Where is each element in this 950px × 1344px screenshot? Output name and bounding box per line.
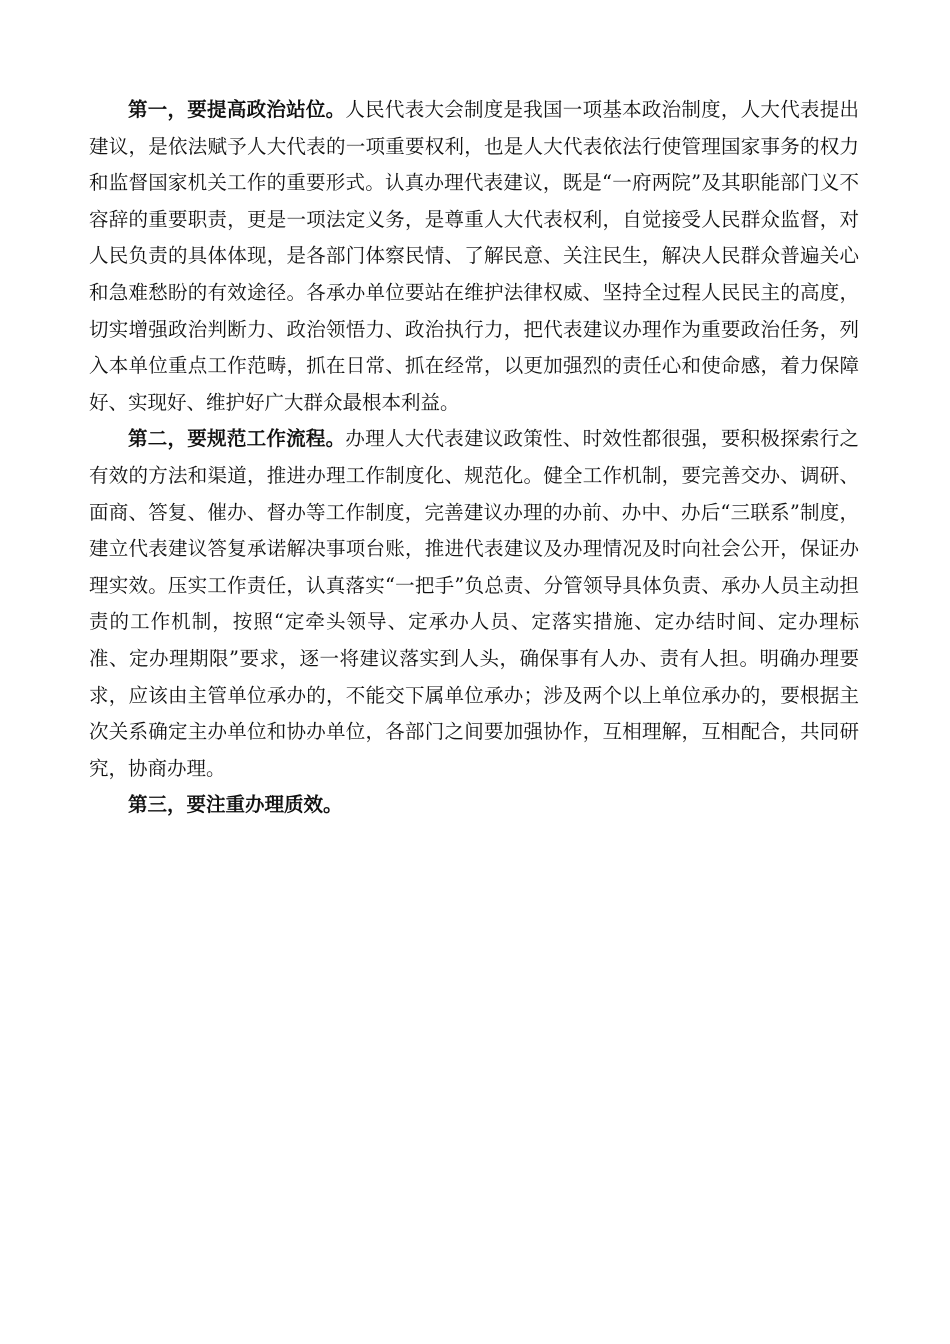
document-page [89,92,859,824]
paragraph-1-body: 人民代表大会制度是我国一项基本政治制度，人大代表提出建议，是依法赋予人大代表的一项重要权利，也是人大代表依法行使管理国家事务的权力和监督国家机关工作的重要形式。认真办理代表建议，既是“一府两院”及其职能部门义不容辞的重要职责，更是一项法定义务，是尊重人大代表权利，自觉接受人民群众监督，对人民负责的具体体现，是各部门体察民情、了解民意、关注民生，解决人民群众普遍关心和急难愁盼的有效途径。各承办单位要站在维护法律权威、坚持全过程人民民主的高度，切实增强政治判断力、政治领悟力、政治执行力，把代表建议办理作为重要政治任务，列入本单位重点工作范畴，抓在日常、抓在经常，以更加强烈的责任心和使命感，着力保障好、实现好、维护好广大群众最根本利益。 [89,98,859,414]
paragraph-3 [89,787,859,824]
paragraph-2-body: 办理人大代表建议政策性、时效性都很强，要积极探索行之有效的方法和渠道，推进办理工作制度化、规范化。健全工作机制，要完善交办、调研、面商、答复、催办、督办等工作制度，完善建议办理的办前、办中、办后“三联系”制度，建立代表建议答复承诺解决事项台账，推进代表建议及办理情况及时向社会公开，保证办理实效。压实工作责任，认真落实“一把手”负总责、分管领导具体负责、承办人员主动担责的工作机制，按照“定牵头领导、定承办人员、定落实措施、定办结时间、定办理标准、定办理期限”要求，逐一将建议落实到人头，确保事有人办、责有人担。明确办理要求，应该由主管单位承办的，不能交下属单位承办；涉及两个以上单位承办的，要根据主次关系确定主办单位和协办单位，各部门之间要加强协作，互相理解，互相配合，共同研究，协商办理。 [89,427,859,780]
paragraph-2 [89,421,859,787]
paragraph-2-lead: 第二，要规范工作流程。 [128,427,346,451]
paragraph-1-lead: 第一，要提高政治站位。 [128,98,346,121]
paragraph-1 [89,92,859,421]
paragraph-3-lead: 第三，要注重办理质效。 [128,793,343,817]
